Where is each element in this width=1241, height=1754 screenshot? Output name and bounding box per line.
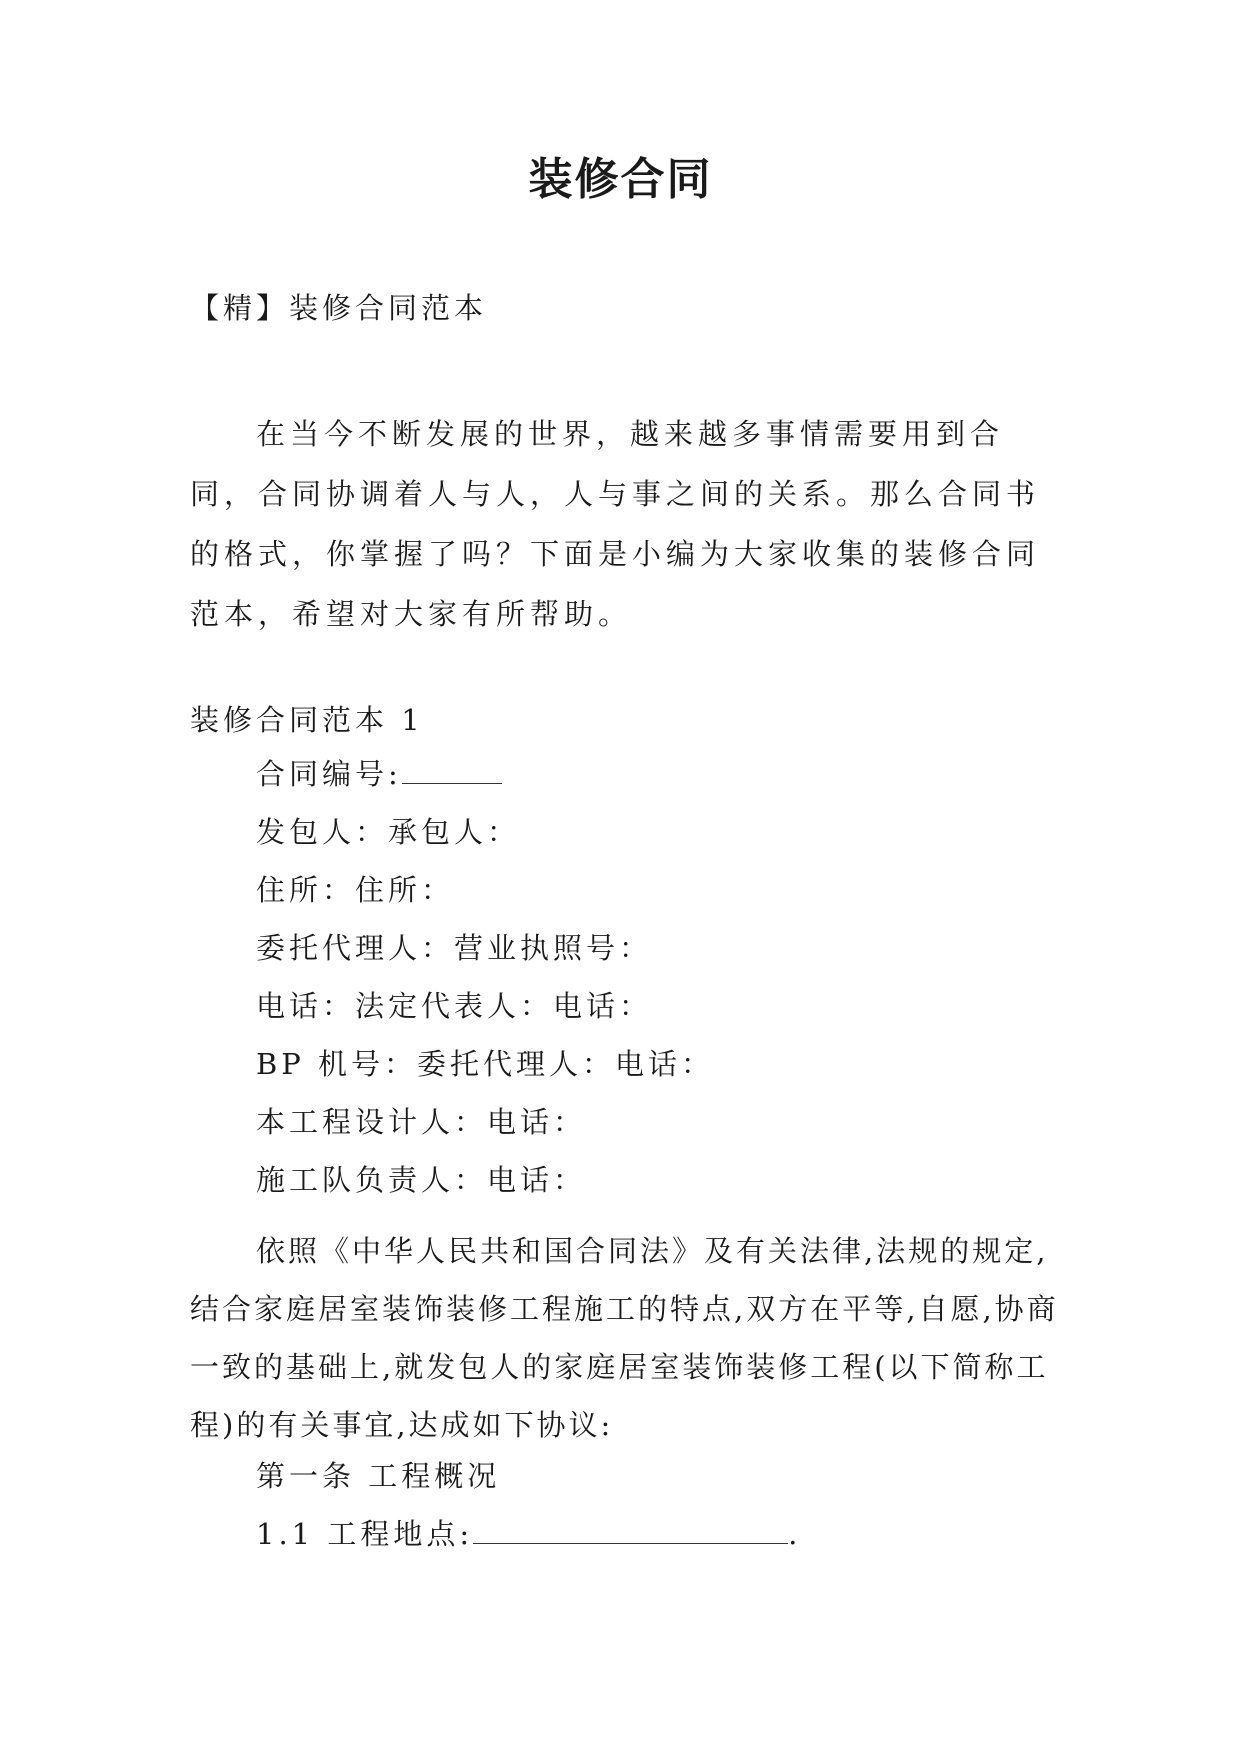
contract-number-blank	[402, 755, 502, 784]
item-1-1-line	[256, 1514, 801, 1554]
contract-number-line	[256, 754, 502, 794]
basis-paragraph: 依照《中华人民共和国合同法》及有关法律,法规的规定,结合家庭居室装饰装修工程施工的特点,双方在平等,自愿,协商一致的基础上,就发包人的家庭居室装饰装修工程(以下简称工程)的有关事宜,达成如下协议:	[190, 1234, 1059, 1442]
item-1-1-period: .	[788, 1517, 802, 1551]
bp-agent-line: BP 机号：委托代理人：电话：	[256, 1047, 715, 1081]
section-title: 装修合同范本 1	[190, 703, 424, 737]
contract-number-label: 合同编号:	[256, 757, 402, 791]
document-title: 装修合同	[528, 154, 713, 205]
document-subtitle: 【精】装修合同范本	[190, 291, 488, 325]
designer-line: 本工程设计人：电话：	[256, 1105, 587, 1139]
team-lead-line: 施工队负责人：电话：	[256, 1163, 587, 1197]
agent-license-line: 委托代理人：营业执照号：	[256, 931, 653, 965]
phone-legal-rep-line: 电话：法定代表人：电话：	[256, 989, 653, 1023]
item-1-1-blank	[473, 1515, 788, 1544]
intro-paragraph: 在当今不断发展的世界，越来越多事情需要用到合同，合同协调着人与人，人与事之间的关系。那么合同书的格式，你掌握了吗？下面是小编为大家收集的装修合同范本，希望对大家有所帮助。	[190, 417, 1041, 631]
address-line: 住所：住所：	[256, 873, 455, 907]
item-1-1-label: 1.1 工程地点:	[256, 1517, 474, 1551]
parties-line: 发包人：承包人：	[256, 815, 521, 849]
article-1-heading: 第一条 工程概况	[256, 1459, 501, 1493]
